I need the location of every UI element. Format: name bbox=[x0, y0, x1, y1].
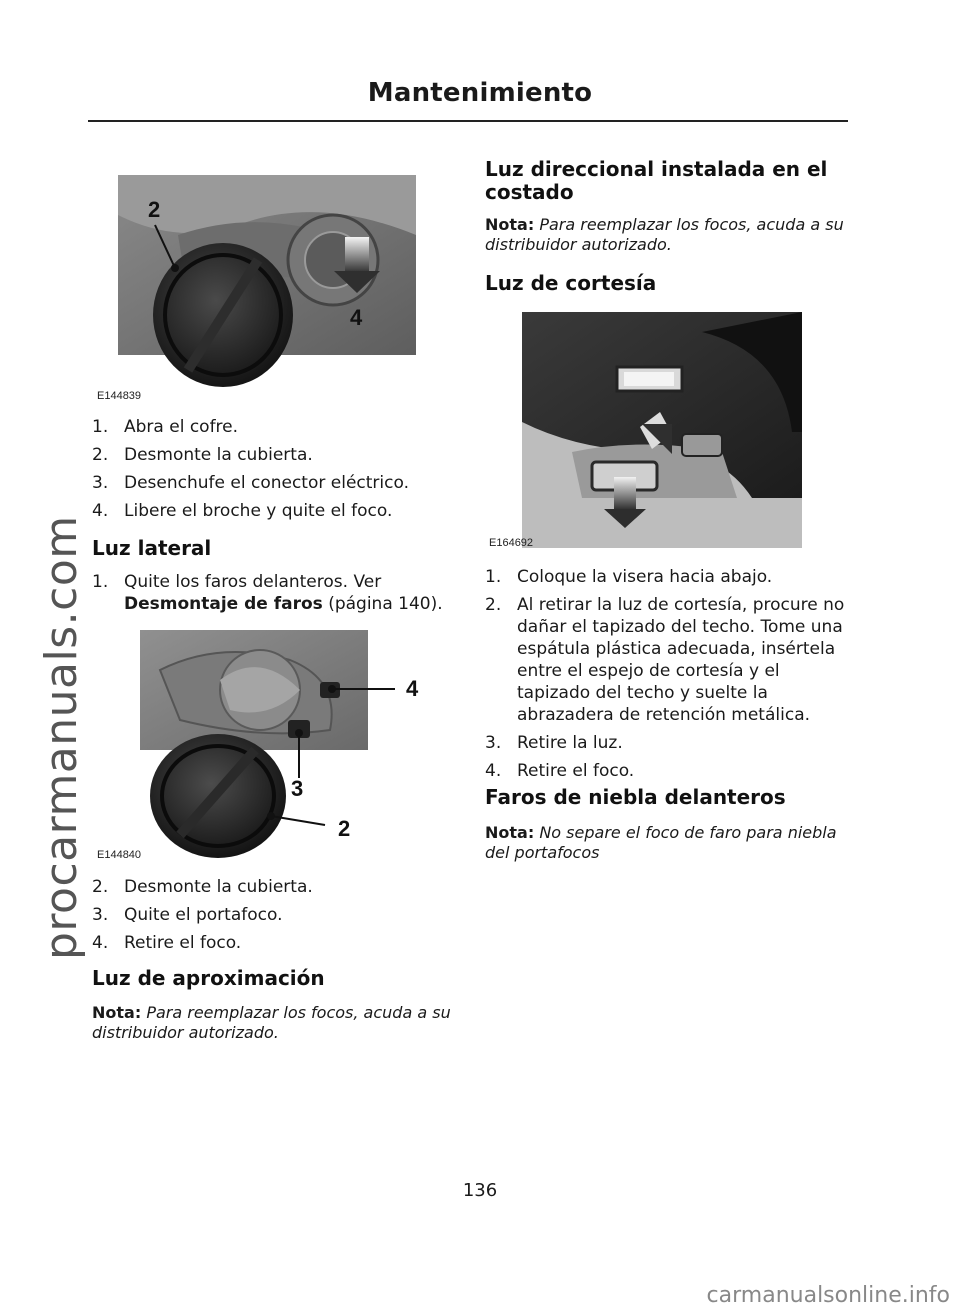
steps-side-light bbox=[92, 571, 452, 621]
figure-headlamp-cover bbox=[118, 175, 416, 390]
cross-reference-link[interactable]: Desmontaje de faros bbox=[124, 594, 323, 614]
courtesy-light-illustration bbox=[522, 312, 802, 548]
section-heading: Luz direccional instalada en el costado bbox=[485, 157, 828, 204]
page-title: Mantenimiento bbox=[367, 78, 593, 108]
section-heading: Luz de cortesía bbox=[485, 271, 657, 295]
figure-courtesy-light bbox=[522, 312, 802, 548]
list-item: 2. Desmonte la cubierta. bbox=[92, 445, 313, 465]
section-heading: Luz de aproximación bbox=[92, 966, 325, 990]
figure-code: E164692 bbox=[489, 537, 534, 549]
note-fog-lamp: Nota: No separe el foco de faro para niebla del portafocos bbox=[485, 823, 837, 862]
callout-2: 2 bbox=[338, 816, 351, 841]
callout-4: 4 bbox=[350, 305, 363, 330]
list-item: 3. Retire la luz. bbox=[485, 733, 623, 753]
list-item: 4. Retire el foco. bbox=[485, 761, 635, 781]
callout-4: 4 bbox=[406, 676, 419, 701]
list-item: 2. Desmonte la cubierta. bbox=[92, 877, 313, 897]
side-light-illustration bbox=[140, 630, 440, 858]
section-heading: Faros de niebla delanteros bbox=[485, 785, 786, 809]
bottom-watermark: carmanualsonline.info bbox=[706, 1283, 950, 1308]
steps-headlamp-bulb bbox=[92, 416, 452, 528]
list-item: 3. Desenchufe el conector eléctrico. bbox=[92, 473, 409, 493]
section-heading: Luz lateral bbox=[92, 536, 212, 560]
steps-courtesy-light bbox=[485, 566, 845, 788]
note-side-turn-light: Nota: Para reemplazar los focos, acuda a su distribuidor autorizado. bbox=[485, 215, 844, 254]
list-item: 4. Retire el foco. bbox=[92, 933, 242, 953]
page-number: 136 bbox=[462, 1180, 498, 1201]
title-divider bbox=[88, 120, 848, 122]
figure-side-light bbox=[140, 630, 440, 858]
list-item: 1. Coloque la visera hacia abajo. bbox=[485, 567, 773, 587]
figure-code: E144839 bbox=[97, 390, 142, 402]
callout-2: 2 bbox=[148, 197, 161, 222]
list-item: 1. Quite los faros delanteros. Ver Desmontaje de faros (página 140). bbox=[92, 572, 443, 614]
callout-3: 3 bbox=[291, 776, 304, 801]
list-item: 1. Abra el cofre. bbox=[92, 417, 239, 437]
list-item: 3. Quite el portafoco. bbox=[92, 905, 283, 925]
steps-side-light-bulb bbox=[92, 876, 452, 960]
note-approach-light: Nota: Para reemplazar los focos, acuda a su distribuidor autorizado. bbox=[92, 1003, 451, 1042]
list-item: 2. Al retirar la luz de cortesía, procure no dañar el tapizado del techo. Tome una espátula plástica adecuada, insértela entre el espejo de cortesía y el tapizado del techo y suelte la abrazadera de retención metálica. bbox=[485, 595, 845, 725]
headlamp-cover-illustration bbox=[118, 175, 416, 390]
figure-code: E144840 bbox=[97, 849, 142, 861]
list-item: 4. Libere el broche y quite el foco. bbox=[92, 501, 393, 521]
